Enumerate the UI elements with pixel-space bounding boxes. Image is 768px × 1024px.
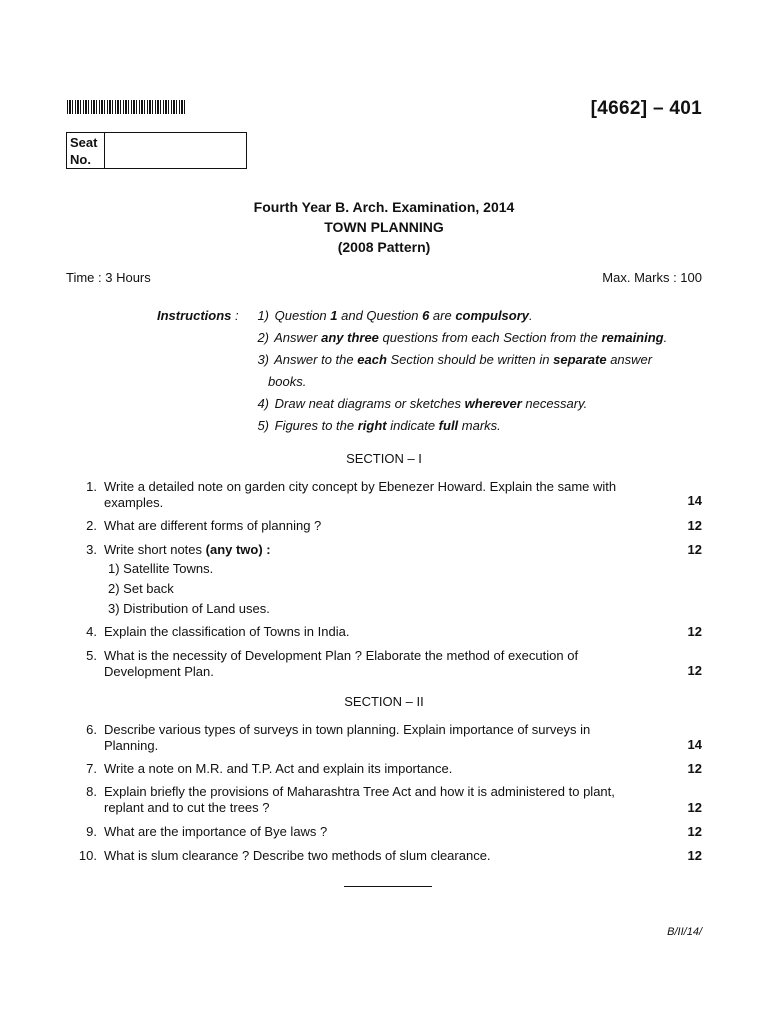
pattern-title: (2008 Pattern) (337, 239, 431, 255)
question-marks: 14 (687, 493, 702, 508)
instruction-4: 4) Draw neat diagrams or sketches wherever necessary. (257, 396, 588, 411)
exam-title: Fourth Year B. Arch. Examination, 2014 (253, 199, 515, 215)
seat-number-box (66, 132, 247, 169)
footer-code: B/II/14/ (667, 926, 702, 938)
question-marks: 12 (687, 848, 702, 863)
barcode (67, 100, 187, 114)
question-marks: 12 (687, 542, 702, 557)
instruction-5: 5) Figures to the right indicate full marks. (257, 418, 501, 433)
question-marks: 12 (687, 800, 702, 815)
section-1-heading: SECTION – I (346, 451, 422, 466)
end-divider (344, 886, 432, 887)
sub-item-1: 1) Satellite Towns. (108, 561, 214, 576)
question-marks: 12 (687, 663, 702, 678)
instruction-3: 3) Answer to the each Section should be written in separate answer (257, 352, 653, 367)
question-marks: 12 (687, 624, 702, 639)
sub-item-3: 3) Distribution of Land uses. (108, 601, 270, 616)
paper-code: [4662] – 401 (590, 98, 702, 119)
question-marks: 14 (687, 737, 702, 752)
subject-title: TOWN PLANNING (324, 219, 444, 235)
question-marks: 12 (687, 761, 702, 776)
question-marks: 12 (687, 824, 702, 839)
sub-item-2: 2) Set back (108, 581, 174, 596)
question-marks: 12 (687, 518, 702, 533)
max-marks-label: Max. Marks : 100 (602, 270, 702, 285)
instructions-label: Instructions : (157, 308, 239, 323)
instruction-3-continued: books. (268, 374, 307, 389)
section-2-heading: SECTION – II (344, 694, 424, 709)
time-label: Time : 3 Hours (66, 270, 151, 285)
instruction-2: 2) Answer any three questions from each Section from the remaining. (257, 330, 668, 345)
seat-label: Seat No. (67, 133, 105, 168)
instruction-1: 1) Question 1 and Question 6 are compulsory. (257, 308, 533, 323)
